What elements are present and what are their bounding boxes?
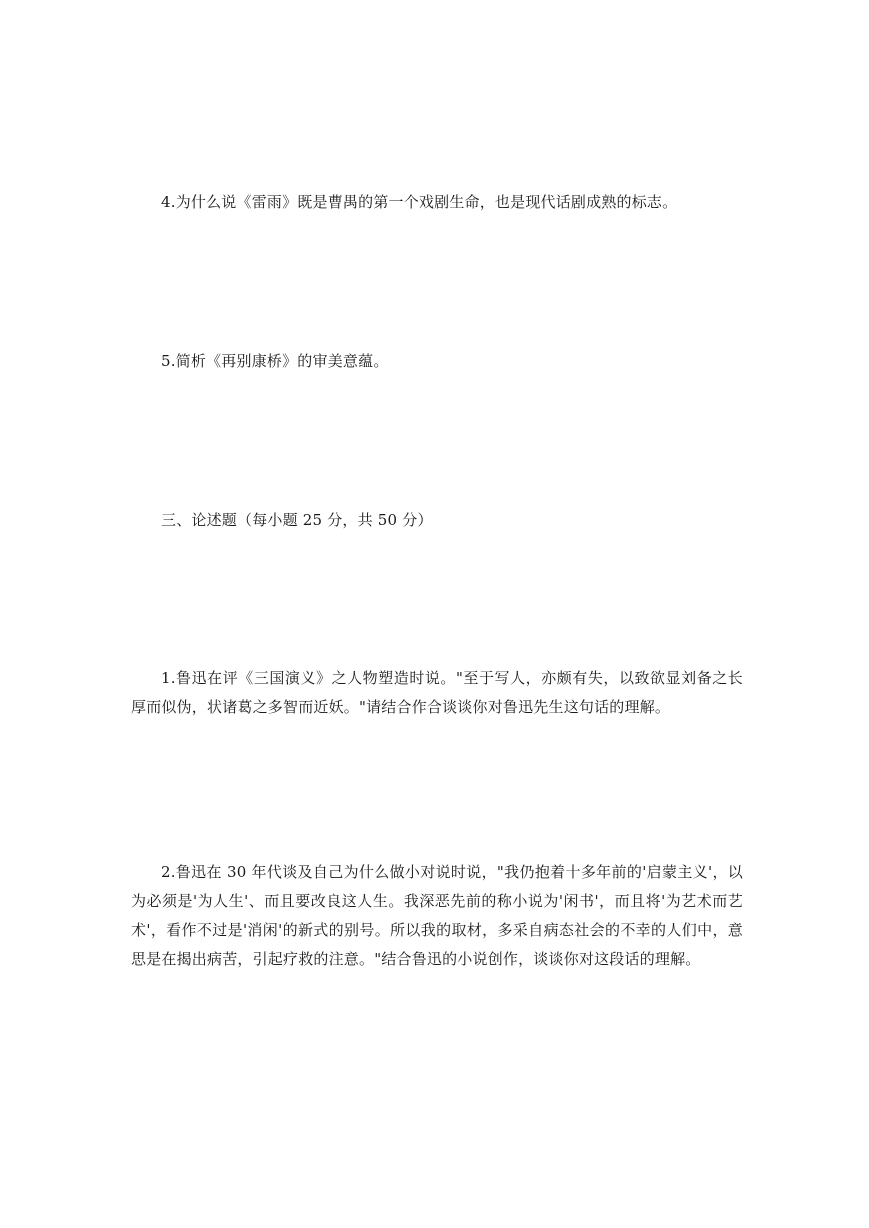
section-heading-essay: 三、论述题（每小题 25 分，共 50 分）: [161, 511, 433, 529]
short-answer-question-4: 4.为什么说《雷雨》既是曹禺的第一个戏剧生命，也是现代话剧成熟的标志。: [161, 193, 678, 211]
essay-question-1: 1.鲁迅在评《三国演义》之人物塑造时说。"至于写人，亦颇有失，以致欲显刘备之长厚而似伪，状诸葛之多智而近妖。"请结合作合谈谈你对鲁迅先生这句话的理解。: [131, 669, 743, 716]
short-answer-question-5: 5.简析《再别康桥》的审美意蕴。: [161, 352, 389, 370]
essay-question-2: 2.鲁迅在 30 年代谈及自己为什么做小对说时说，"我仍抱着十多年前的'启蒙主义'，以为必须是'为人生'、而且要改良这人生。我深恶先前的称小说为'闲书'，而且将'为艺术而艺术'，看作不过是'消闲'的新式的别号。所以我的取材，多采自病态社会的不幸的人们中，意思是在揭出病苦，引起疗救的注意。"结合鲁迅的小说创作，谈谈你对这段话的理解。: [131, 863, 743, 968]
